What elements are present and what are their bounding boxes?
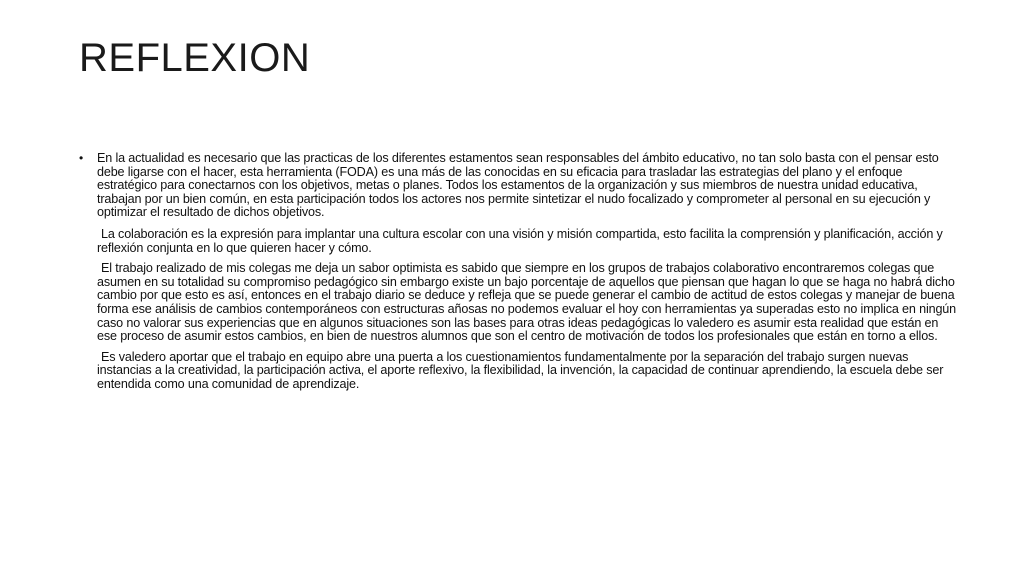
bullet-item — [79, 152, 959, 392]
paragraph-3: El trabajo realizado de mis colegas me deja un sabor optimista es sabido que siempre en los grupos de trabajos colaborativo encontraremos colegas que asumen en su totalidad su compromiso pedagógico sin embargo existe un bajo porcentaje de aquellos que piensan que hagan lo que se haga no habrá dicho cambio por que esto es así, entonces en el trabajo diario se deduce y refleja que se puede generar el cambio de actitud de estos colegas y manejar de buena forma ese análisis de cambios contemporáneos con estructuras añosas no podemos evaluar el hoy con herramientas ya superadas esto no implica en ningún caso no valorar sus experiencias que en algunos situaciones son las bases para otras ideas pedagógicas lo valedero es asumir esta realidad que están en ese proceso de asumir estos cambios, en bien de nuestros alumnos que son el centro de motivación de todos los profesionales que están en torno a ellos. — [97, 261, 957, 344]
bullet-icon: • — [79, 151, 84, 165]
slide-title: REFLEXION — [79, 36, 311, 80]
slide-body — [79, 152, 959, 399]
paragraph-1: En la actualidad es necesario que las practicas de los diferentes estamentos sean responsables del ámbito educativo, no tan solo basta con el pensar esto debe ligarse con el hacer, esta herramienta (FODA) es una más de las conocidas en su eficacia para trasladar las estrategias del plano y el enfoque estratégico para conectarnos con los objetivos, metas o planes. Todos los estamentos de la organización y sus miembros de nuestra unidad educativa, trabajan por un bien común, en esta participación todos los actores nos permite sintetizar el nudo focalizado y comprometer al personal en su ejecución y optimizar el resultado de dichos objetivos. — [97, 151, 939, 220]
paragraph-2: La colaboración es la expresión para implantar una cultura escolar con una visión y misión compartida, esto facilita la comprensión y planificación, acción y reflexión conjunta en lo que quieren hacer y cómo. — [97, 226, 943, 255]
paragraph-4: Es valedero aportar que el trabajo en equipo abre una puerta a los cuestionamientos fundamentalmente por la separación del trabajo surgen nuevas instancias a la creatividad, la participación activa, el aporte reflexivo, la flexibilidad, la invención, la capacidad de continuar aprendiendo, la escuela debe ser entendida como una comunidad de aprendizaje. — [97, 349, 944, 391]
